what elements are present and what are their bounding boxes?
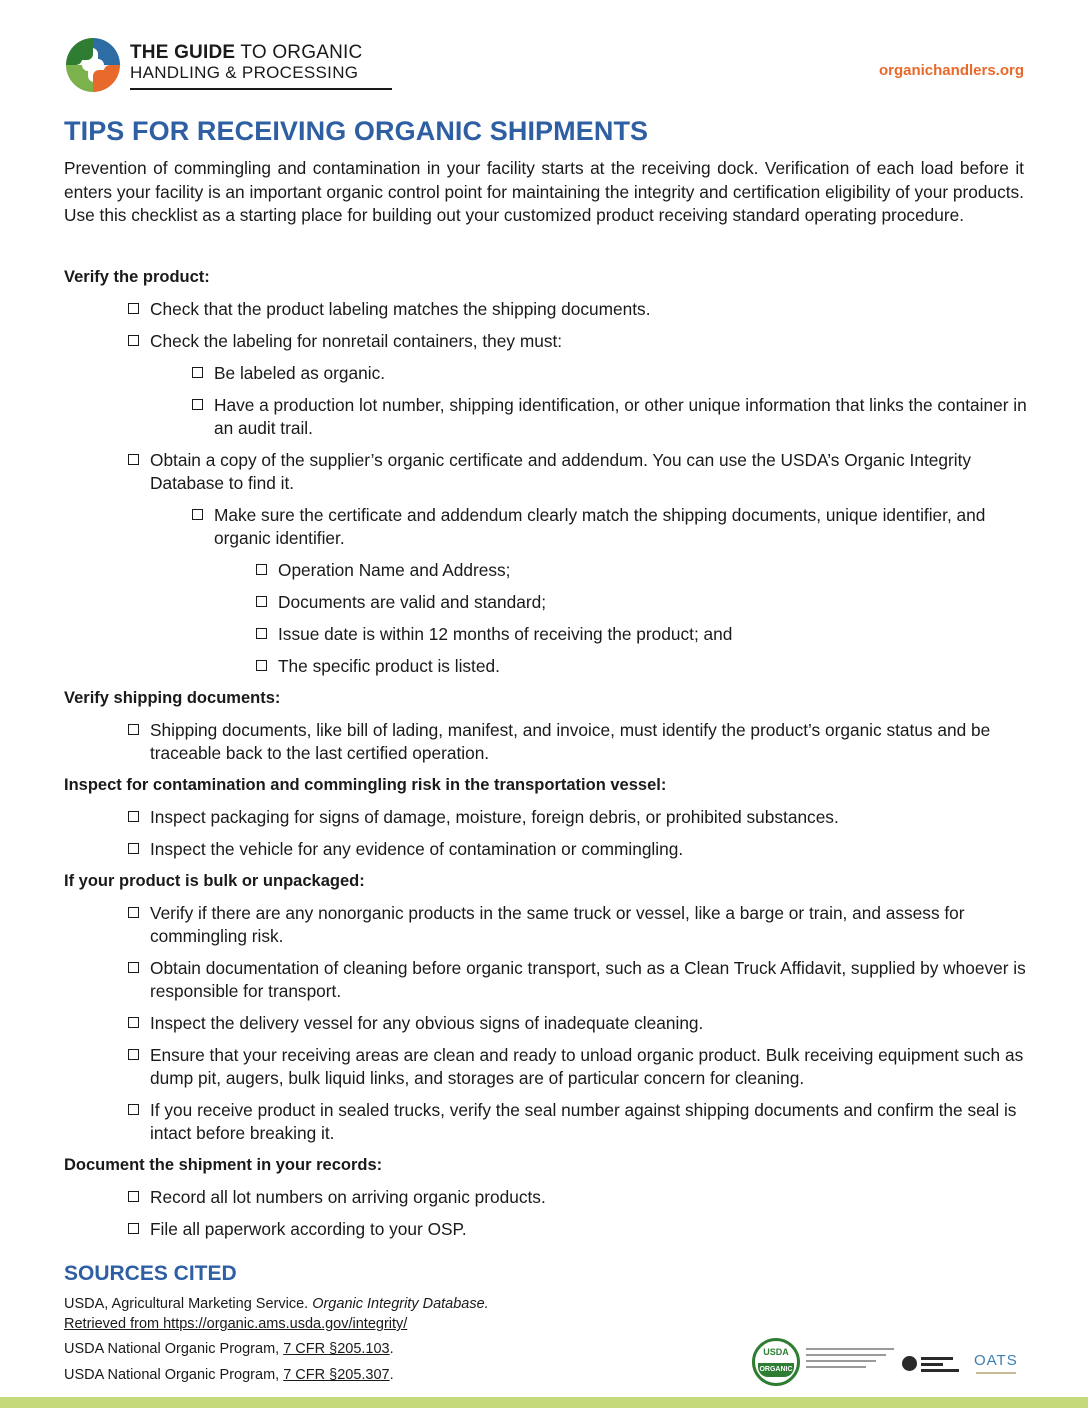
checklist-item[interactable] xyxy=(64,1044,1034,1090)
checkbox-icon[interactable] xyxy=(128,1104,139,1115)
item-text: Verify if there are any nonorganic products in the same truck or vessel, like a barge or train, and assess for commingling risk. xyxy=(150,903,965,946)
checklist-item[interactable] xyxy=(64,623,1034,646)
section-heading: Verify shipping documents: xyxy=(64,689,281,707)
item-text: Make sure the certificate and addendum clearly match the shipping documents, unique identifier, and organic identifier. xyxy=(214,505,986,548)
section-heading: If your product is bulk or unpackaged: xyxy=(64,872,365,890)
logo-line1-bold: THE GUIDE xyxy=(130,42,236,63)
checkbox-icon[interactable] xyxy=(256,596,267,607)
item-text: Operation Name and Address; xyxy=(278,560,511,580)
item-text: Inspect the vehicle for any evidence of contamination or commingling. xyxy=(150,839,684,859)
item-text: Ensure that your receiving areas are clean and ready to unload organic product. Bulk receiving equipment such as dump pit, augers, bulk liquid links, and storages are of particular concern for cleaning. xyxy=(150,1045,1024,1088)
checklist-item[interactable] xyxy=(64,591,1034,614)
usda-fine-print xyxy=(806,1348,896,1372)
checkbox-icon[interactable] xyxy=(128,454,139,465)
cfr-205-103-link[interactable]: 7 CFR §205.103 xyxy=(283,1341,390,1357)
checklist-item[interactable] xyxy=(64,394,1034,440)
site-link[interactable]: organichandlers.org xyxy=(878,62,1024,79)
source-suffix: . xyxy=(389,1367,394,1383)
item-text: Documents are valid and standard; xyxy=(278,592,547,612)
checklist-item[interactable] xyxy=(64,449,1034,495)
checkbox-icon[interactable] xyxy=(256,660,267,671)
item-text: If you receive product in sealed trucks, verify the seal number against shipping documents and confirm the seal is intact before breaking it. xyxy=(150,1100,1017,1143)
item-text: Have a production lot number, shipping identification, or other unique information that links the container in an audit trail. xyxy=(214,395,1027,438)
checklist-item[interactable] xyxy=(64,806,1034,829)
checkbox-icon[interactable] xyxy=(128,1191,139,1202)
header xyxy=(64,36,1024,96)
logo-line2: HANDLING & PROCESSING xyxy=(130,63,359,82)
source-line xyxy=(64,1296,489,1312)
ota-logo-icon xyxy=(902,1354,960,1374)
partner-logos xyxy=(752,1334,1032,1390)
puzzle-logo-icon xyxy=(64,36,122,94)
section-heading: Document the shipment in your records: xyxy=(64,1156,383,1174)
checklist-item[interactable] xyxy=(64,902,1034,948)
section-heading: Verify the product: xyxy=(64,268,210,286)
intro-paragraph: Prevention of commingling and contamination in your facility starts at the receiving dock. Verification of each load before it enters your facility is an important organic control point for maintaining the integrity and certification eligibility of your products. Use this checklist as a starting place for building out your customized product receiving standard operating procedure. xyxy=(64,158,1024,225)
checklist-item[interactable] xyxy=(64,1218,1034,1241)
section-heading: Inspect for contamination and commingling risk in the transportation vessel: xyxy=(64,776,667,794)
item-text: Issue date is within 12 months of receiving the product; and xyxy=(278,624,733,644)
section-bulk-unpackaged xyxy=(64,870,1034,1145)
checkbox-icon[interactable] xyxy=(128,335,139,346)
item-text: Check that the product labeling matches the shipping documents. xyxy=(150,299,651,319)
oats-underline xyxy=(976,1372,1016,1374)
logo-underline xyxy=(130,88,392,90)
item-text: Record all lot numbers on arriving organic products. xyxy=(150,1187,546,1207)
checklist-item[interactable] xyxy=(64,1099,1034,1145)
item-text: Check the labeling for nonretail containers, they must: xyxy=(150,331,563,351)
source-url-link[interactable]: Retrieved from https://organic.ams.usda.gov/integrity/ xyxy=(64,1316,408,1332)
source-suffix: . xyxy=(389,1341,394,1357)
checklist-item[interactable] xyxy=(64,362,1034,385)
source-prefix: USDA, Agricultural Marketing Service. xyxy=(64,1296,313,1312)
source-prefix: USDA National Organic Program, xyxy=(64,1367,284,1383)
checklist xyxy=(64,266,1034,1250)
item-text: Shipping documents, like bill of lading, manifest, and invoice, must identify the product’s organic status and be traceable back to the last certified operation. xyxy=(150,720,991,763)
checkbox-icon[interactable] xyxy=(128,724,139,735)
section-verify-shipping-documents xyxy=(64,687,1034,765)
section-inspect-contamination xyxy=(64,774,1034,861)
source-italic: Organic Integrity Database. xyxy=(312,1296,489,1312)
item-text: File all paperwork according to your OSP. xyxy=(150,1219,467,1239)
checklist-item[interactable] xyxy=(64,298,1034,321)
section-verify-product xyxy=(64,266,1034,678)
checkbox-icon[interactable] xyxy=(256,628,267,639)
footer-bar xyxy=(0,1397,1088,1408)
checklist-item[interactable] xyxy=(64,957,1034,1003)
checkbox-icon[interactable] xyxy=(128,1049,139,1060)
checklist-item[interactable] xyxy=(64,504,1034,550)
logo-wordmark xyxy=(130,42,362,82)
page-title: TIPS FOR RECEIVING ORGANIC SHIPMENTS xyxy=(64,116,649,146)
checkbox-icon[interactable] xyxy=(128,962,139,973)
usda-organic-seal-icon xyxy=(752,1338,800,1386)
cfr-205-307-link[interactable]: 7 CFR §205.307 xyxy=(283,1367,390,1383)
checkbox-icon[interactable] xyxy=(128,843,139,854)
checkbox-icon[interactable] xyxy=(128,811,139,822)
checklist-item[interactable] xyxy=(64,719,1034,765)
source-line xyxy=(64,1367,394,1383)
section-document-shipment xyxy=(64,1154,1034,1241)
item-text: The specific product is listed. xyxy=(278,656,500,676)
checkbox-icon[interactable] xyxy=(128,907,139,918)
checklist-item[interactable] xyxy=(64,559,1034,582)
checkbox-icon[interactable] xyxy=(256,564,267,575)
checkbox-icon[interactable] xyxy=(192,399,203,410)
item-text: Inspect packaging for signs of damage, moisture, foreign debris, or prohibited substances. xyxy=(150,807,839,827)
usda-seal-top-text: USDA xyxy=(763,1347,789,1357)
item-text: Inspect the delivery vessel for any obvious signs of inadequate cleaning. xyxy=(150,1013,704,1033)
source-line xyxy=(64,1341,394,1357)
checkbox-icon[interactable] xyxy=(128,1223,139,1234)
checkbox-icon[interactable] xyxy=(192,509,203,520)
checklist-item[interactable] xyxy=(64,1012,1034,1035)
sources-title: SOURCES CITED xyxy=(64,1262,237,1285)
checkbox-icon[interactable] xyxy=(128,303,139,314)
checkbox-icon[interactable] xyxy=(128,1017,139,1028)
checklist-item[interactable] xyxy=(64,655,1034,678)
logo-line1-light: TO ORGANIC xyxy=(235,42,363,63)
oats-logo: OATS xyxy=(974,1352,1018,1369)
checklist-item[interactable] xyxy=(64,1186,1034,1209)
usda-seal-bottom-text: ORGANIC xyxy=(758,1363,794,1377)
checklist-item[interactable] xyxy=(64,330,1034,353)
item-text: Obtain a copy of the supplier’s organic certificate and addendum. You can use the USDA’s Organic Integrity Database to find it. xyxy=(150,450,972,493)
checkbox-icon[interactable] xyxy=(192,367,203,378)
checklist-item[interactable] xyxy=(64,838,1034,861)
item-text: Be labeled as organic. xyxy=(214,363,386,383)
source-line xyxy=(64,1316,407,1332)
source-prefix: USDA National Organic Program, xyxy=(64,1341,284,1357)
item-text: Obtain documentation of cleaning before organic transport, such as a Clean Truck Affidavit, supplied by whoever is responsible for transport. xyxy=(150,958,1026,1001)
